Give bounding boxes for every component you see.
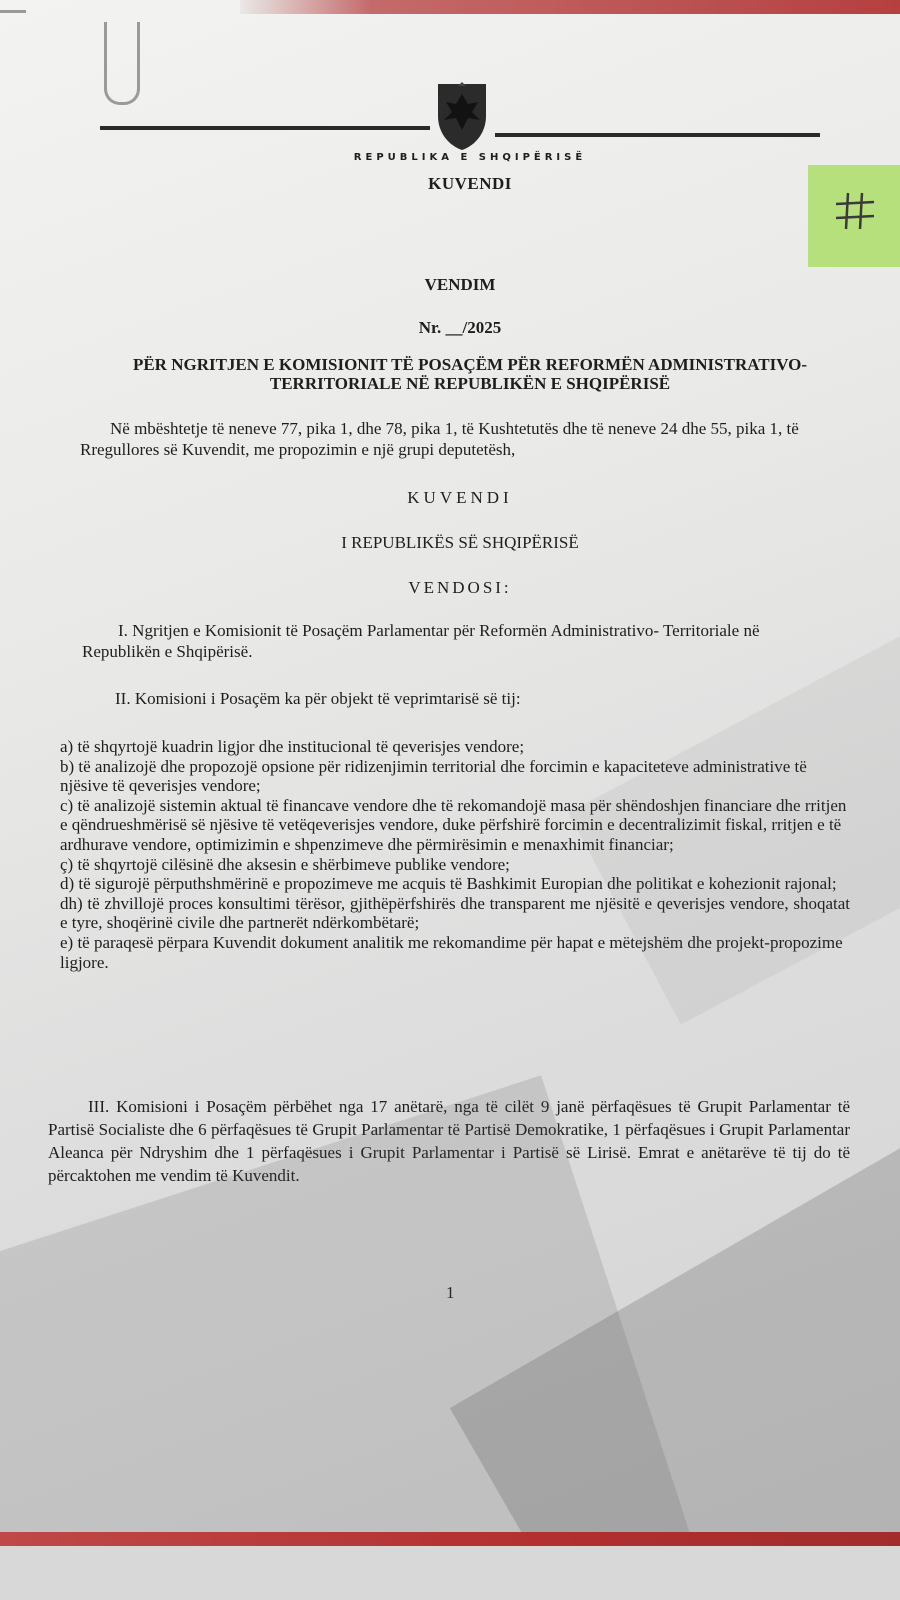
section-i: I. Ngritjen e Komisionit të Posaçëm Parlamentar për Reformën Administrativo- Territoriale në Republikën e Shqipërisë. bbox=[82, 621, 760, 661]
republic-heading: I REPUBLIKËS SË SHQIPËRISË bbox=[341, 533, 579, 552]
vendosi-heading: VENDOSI: bbox=[408, 578, 512, 597]
desk-surface bbox=[0, 1546, 900, 1600]
header-rule-right bbox=[495, 133, 820, 137]
republic-header: REPUBLIKA E SHQIPËRISË bbox=[353, 152, 587, 163]
list-item: b) të analizojë dhe propozojë opsione për ridizenjimin territorial dhe forcimin e kapaciteteve administrative të njësive të qeverisjes vendore; bbox=[60, 756, 807, 796]
document-title: PËR NGRITJEN E KOMISIONIT TË POSAÇËM PËR REFORMËN ADMINISTRATIVO-TERRITORIALE NË REPUBLIKËN E SHQIPËRISË bbox=[132, 355, 808, 393]
list-item: e) të paraqesë përpara Kuvendit dokument analitik me rekomandime për hapat e mëtejshëm dhe projekt-propozime ligjore. bbox=[60, 932, 843, 972]
bottom-red-band bbox=[0, 1532, 900, 1546]
document-type: VENDIM bbox=[424, 275, 496, 294]
page-number: 1 bbox=[446, 1283, 455, 1302]
coat-of-arms-emblem bbox=[434, 80, 490, 152]
institution-header: KUVENDI bbox=[428, 174, 512, 193]
section-ii: II. Komisioni i Posaçëm ka për objekt të veprimtarisë së tij: bbox=[115, 689, 521, 708]
list-item: d) të sigurojë përputhshmërinë e propozimeve me acquis të Bashkimit Europian dhe politikat e kohezionit rajonal; bbox=[60, 874, 837, 894]
legal-basis-paragraph: Në mbështetje të neneve 77, pika 1, dhe 78, pika 1, të Kushtetutës dhe të neneve 24 dhe 55, pika 1, të Rregullores së Kuvendit, me propozimin e një grupi deputetësh, bbox=[80, 419, 799, 459]
corner-mark bbox=[0, 10, 26, 13]
hash-mark-icon bbox=[834, 191, 876, 231]
list-item: a) të shqyrtojë kuadrin ligjor dhe institucional të qeverisjes vendore; bbox=[60, 737, 525, 756]
list-item: dh) të zhvillojë proces konsultimi tërësor, gjithëpërfshirës dhe transparent me njësitë e qeverisjes vendore, shoqatat e tyre, shoqërinë civile dhe partnerët ndërkombëtarë; bbox=[60, 893, 850, 933]
paper-clip bbox=[104, 22, 140, 105]
objectives-list bbox=[60, 737, 850, 972]
list-item: c) të analizojë sistemin aktual të financave vendore dhe të rekomandojë masa për shëndoshjen financiare dhe rritjen e qëndrueshmërisë së njësive të vetëqeverisjes vendore, duke përfshirë forcimin e decentralizimit fiskal, rritjen e të ardhurave vendore, optimizimin e shpenzimeve dhe përmirësimin e menaxhimit financiar; bbox=[60, 795, 847, 854]
top-red-band bbox=[240, 0, 900, 14]
kuvendi-heading: KUVENDI bbox=[407, 488, 513, 507]
document-number: Nr. __/2025 bbox=[418, 318, 502, 337]
sticky-note bbox=[808, 165, 900, 267]
section-iii: III. Komisioni i Posaçëm përbëhet nga 17 anëtarë, nga të cilët 9 janë përfaqësues të Grupit Parlamentar të Partisë Socialiste dhe 6 përfaqësues të Grupit Parlamentar të Partisë Demokratike, 1 përfaqësues i Grupit Parlamentar Aleanca për Ndryshim dhe 1 përfaqësues i Grupit Parlamentar i Partisë së Lirisë. Emrat e anëtarëve të tij do të përcaktohen me vendim të Kuvendit. bbox=[48, 1097, 850, 1185]
list-item: ç) të shqyrtojë cilësinë dhe aksesin e shërbimeve publike vendore; bbox=[60, 854, 510, 874]
header-rule-left bbox=[100, 126, 430, 130]
